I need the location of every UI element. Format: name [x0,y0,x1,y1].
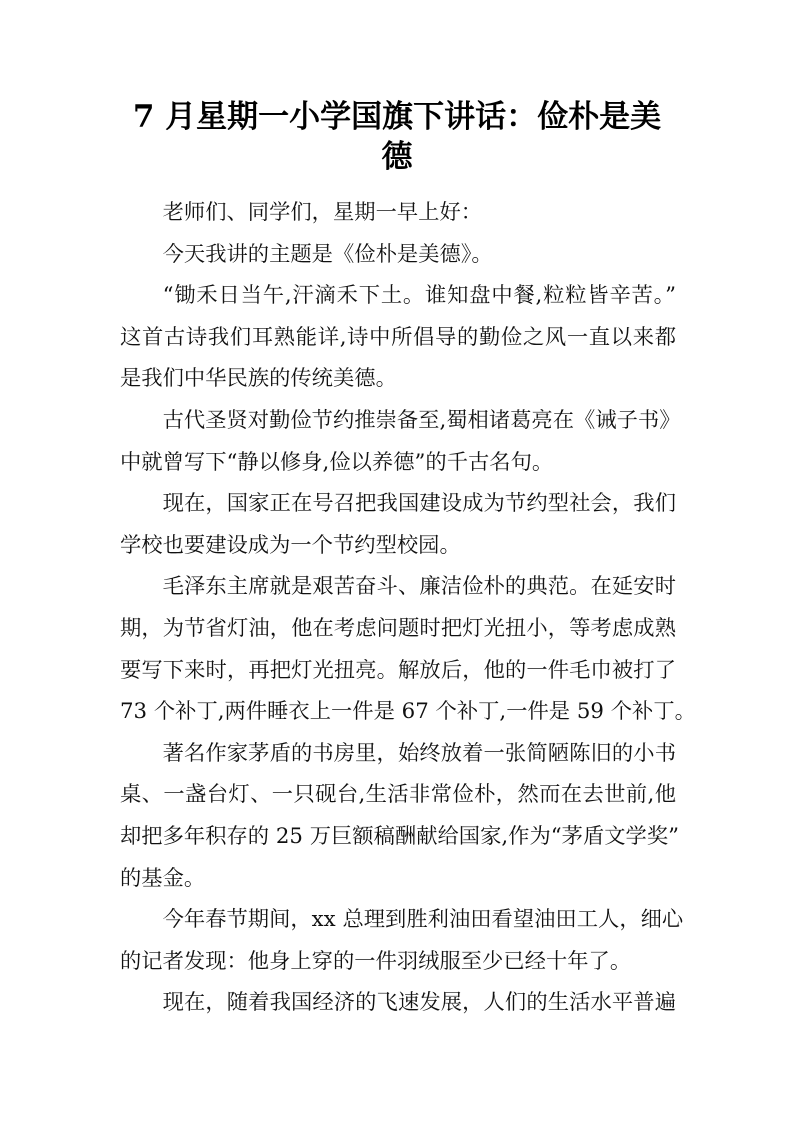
document-body [120,192,696,1024]
text-line: 要写下来时，再把灯光扭亮。解放后，他的一件毛巾被打了 [120,657,676,683]
text-line: 中就曾写下“静以修身,俭以养德”的千古名句。 [120,449,554,475]
text-line: 期，为节省灯油，他在考虑问题时把灯光扭小，等考虑成熟 [120,615,676,641]
paragraph-topic [120,234,676,276]
paragraph-greeting [120,192,676,234]
document-title [100,97,694,177]
title-line: 7 月星期一小学国旗下讲话：俭朴是美 [132,99,662,135]
paragraph-chairman-mao [120,566,696,732]
text-line: 是我们中华民族的传统美德。 [120,366,397,392]
paragraph-economy [120,982,676,1024]
text-line: 现在，随着我国经济的飞速发展，人们的生活水平普遍 [162,990,676,1016]
text-line: “锄禾日当午,汗滴禾下土。谁知盘中餐,粒粒皆辛苦。” [162,283,676,309]
paragraph-ancient-sages [120,400,681,483]
text-line: 的基金。 [120,865,206,891]
paragraph-frugal-society [120,483,676,566]
text-line: 现在，国家正在号召把我国建设成为节约型社会，我们 [162,491,676,517]
title-line: 德 [381,139,413,175]
paragraph-mao-dun [120,733,680,899]
text-line: 老师们、同学们，星期一早上好： [162,200,483,225]
paragraph-premier [120,899,684,982]
text-line: 桌、一盏台灯、一只砚台,生活非常俭朴，然而在去世前,他 [120,782,676,808]
text-line: 著名作家茅盾的书房里，始终放着一张简陋陈旧的小书 [162,740,676,766]
text-line: 却把多年积存的 25 万巨额稿酬献给国家,作为“茅盾文学奖” [120,823,680,849]
paragraph-poem [120,275,676,400]
text-line: 古代圣贤对勤俭节约推崇备至,蜀相诸葛亮在《诫子书》 [162,407,681,433]
text-line: 73 个补丁,两件睡衣上一件是 67 个补丁,一件是 59 个补丁。 [120,699,696,725]
text-line: 今年春节期间，xx 总理到胜利油田看望油田工人，细心 [162,907,684,933]
text-line: 的记者发现：他身上穿的一件羽绒服至少已经十年了。 [120,948,632,974]
text-line: 这首古诗我们耳熟能详,诗中所倡导的勤俭之风一直以来都 [120,324,676,350]
text-line: 今天我讲的主题是《俭朴是美德》。 [162,241,493,267]
text-line: 毛泽东主席就是艰苦奋斗、廉洁俭朴的典范。在延安时 [162,574,676,600]
text-line: 学校也要建设成为一个节约型校园。 [120,532,461,558]
